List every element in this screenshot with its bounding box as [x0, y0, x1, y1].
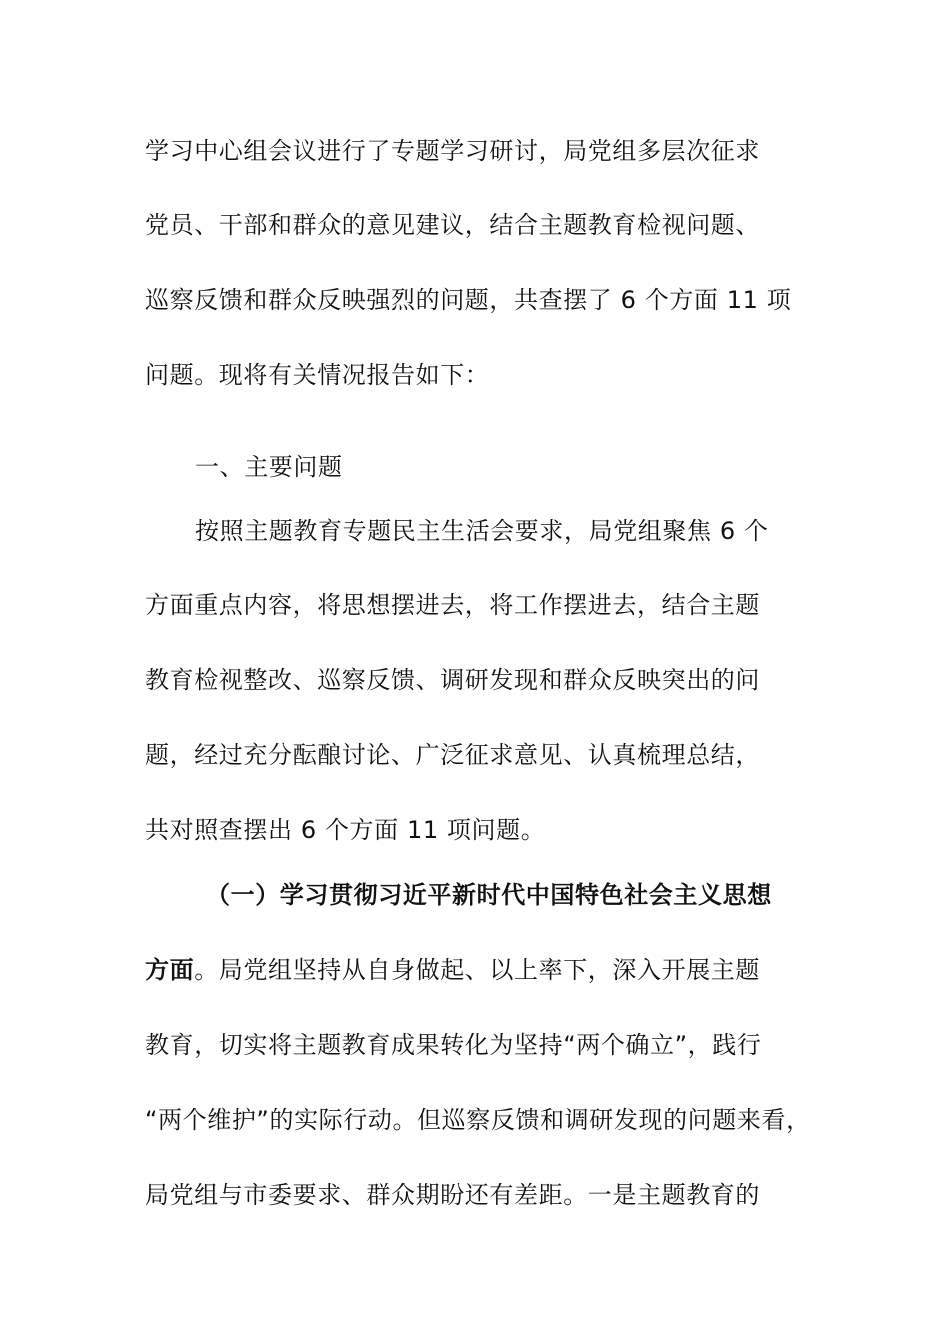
- subsection-heading-text: （一）学习贯彻习近平新时代中国特色社会主义思想: [206, 881, 772, 909]
- paragraph-line: 问题。现将有关情况报告如下：: [145, 361, 490, 389]
- paragraph-line: 党员、干部和群众的意见建议，结合主题教育检视问题、: [145, 211, 760, 239]
- paragraph-line: 按照主题教育专题民主生活会要求，局党组聚焦 6 个: [195, 517, 769, 545]
- section-heading: 一、主要问题: [195, 453, 343, 481]
- paragraph-line: 教育，切实将主题教育成果转化为坚持“两个确立”，践行: [145, 1031, 762, 1059]
- paragraph-line: 巡察反馈和群众反映强烈的问题，共查摆了 6 个方面 11 项: [145, 286, 792, 314]
- paragraph-line: “两个维护”的实际行动。但巡察反馈和调研发现的问题来看，: [145, 1106, 811, 1134]
- paragraph-line: 题，经过充分酝酿讨论、广泛征求意见、认真梳理总结，: [145, 741, 760, 769]
- paragraph-line: 共对照查摆出 6 个方面 11 项问题。: [145, 816, 546, 844]
- paragraph-line: 教育检视整改、巡察反馈、调研发现和群众反映突出的问: [145, 666, 760, 694]
- paragraph-line: 方面重点内容，将思想摆进去，将工作摆进去，结合主题: [145, 591, 760, 619]
- paragraph-text: 。局党组坚持从自身做起、以上率下，深入开展主题: [194, 956, 761, 984]
- subsection-heading-end: 方面: [145, 956, 195, 984]
- paragraph-line: [145, 955, 760, 985]
- subsection-heading: [206, 880, 772, 910]
- paragraph-line: 学习中心组会议进行了专题学习研讨，局党组多层次征求: [145, 137, 760, 165]
- paragraph-line: 局党组与市委要求、群众期盼还有差距。一是主题教育的: [145, 1181, 760, 1209]
